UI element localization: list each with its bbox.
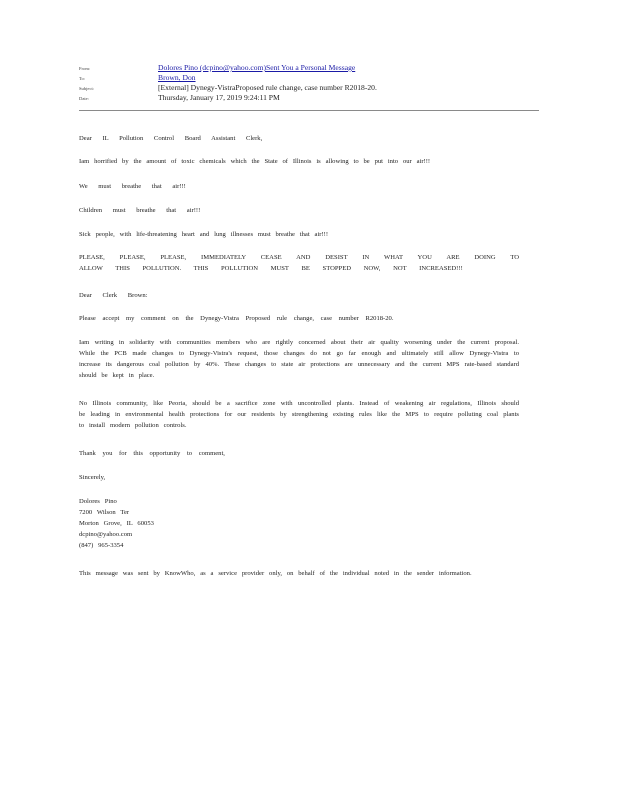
greeting-line: Dear IL Pollution Control Board Assistant Clerk,	[79, 135, 263, 142]
signature-email: dcpino@yahoo.com	[79, 531, 133, 538]
signature-street: 7200 Wilson Ter	[79, 509, 130, 516]
to-label: To:	[79, 76, 86, 81]
paragraph-please-accept: Please accept my comment on the Dynegy-Vistra Proposed rule change, case number R2018-20.	[79, 315, 394, 322]
from-value-link[interactable]: Dolores Pino (dcpino@yahoo.com)Sent You a Personal Message	[158, 63, 356, 72]
date-value: Thursday, January 17, 2019 9:24:11 PM	[158, 93, 280, 102]
from-label: From:	[79, 66, 91, 71]
paragraph-no-illinois-community: No Illinois community, like Peoria, should be a sacrifice zone with uncontrolled plants. Instead of weakening air regulations, Illinois should be leading in environmental health protections for our residents by strengthening existing rules like the MPS to require polluting coal plants to install modern pollution controls.	[79, 400, 519, 429]
paragraph-thank-you: Thank you for this opportunity to comment,	[79, 450, 225, 457]
paragraph-sick-people: Sick people, with life-threatening heart and lung illnesses must breathe that air!!!	[79, 231, 329, 238]
paragraph-horrified: Iam horrified by the amount of toxic chemicals which the State of Illinois is allowing to be put into our air!!!	[79, 158, 431, 165]
subject-value: [External] Dynegy-VistraProposed rule change, case number R2018-20.	[158, 83, 377, 92]
signature-name: Dolores Pino	[79, 498, 117, 505]
knowwho-footer-note: This message was sent by KnowWho, as a service provider only, on behalf of the individual noted in the sender information.	[79, 570, 472, 577]
signature-block	[79, 496, 519, 551]
paragraph-children-must-breathe: Children must breathe that air!!!	[79, 207, 201, 214]
subject-label: Subject:	[79, 86, 95, 91]
signature-city: Morton Grove, IL 60053	[79, 520, 154, 527]
closing-sincerely: Sincerely,	[79, 474, 106, 481]
signature-phone: (847) 965-3354	[79, 542, 124, 549]
paragraph-we-must-breathe: We must breathe that air!!!	[79, 183, 186, 190]
paragraph-solidarity: Iam writing in solidarity with communities members who are rightly concerned about their air quality worsening under the current proposal. While the PCB made changes to Dynegy-Vistra's request, those changes do not go far enough and ultimately still allow Dynegy-Vistra to increase its dangerous coal pollution by 40%. These changes to state air protections are unnecessary and the current MPS rate-based standard should be kept in place.	[79, 339, 519, 379]
to-value-link[interactable]: Brown, Don	[158, 73, 196, 82]
greeting-clerk-brown: Dear Clerk Brown:	[79, 292, 148, 299]
date-label: Date:	[79, 96, 89, 101]
header-divider	[79, 110, 539, 111]
paragraph-please-cease: PLEASE, PLEASE, PLEASE, IMMEDIATELY CEASE AND DESIST IN WHAT YOU ARE DOING TO ALLOW THIS POLLUTION. THIS POLLUTION MUST BE STOPPED NOW, NOT INCREASED!!!	[79, 254, 519, 272]
